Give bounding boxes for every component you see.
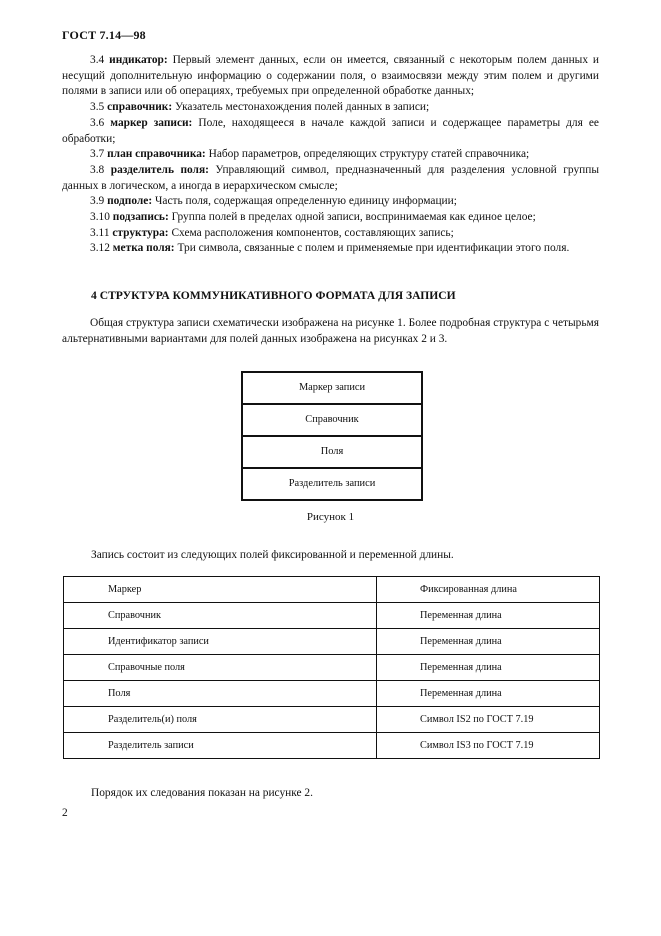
table-cell-field: Справочник	[64, 603, 377, 629]
order-note-paragraph: Порядок их следования показан на рисунке 2.	[91, 787, 313, 799]
table-cell-field: Маркер	[64, 577, 377, 603]
table-row	[64, 603, 600, 629]
table-cell-length: Фиксированная длина	[377, 577, 600, 603]
fields-table	[63, 576, 600, 759]
table-row	[64, 655, 600, 681]
record-structure-diagram	[241, 371, 423, 501]
table-cell-length: Переменная длина	[377, 603, 600, 629]
table-cell-field: Разделитель(и) поля	[64, 707, 377, 733]
definition-item: 3.12 метка поля: Три символа, связанные с полем и применяемые при идентификации этого поля.	[90, 242, 570, 255]
definition-item: 3.6 маркер записи: Поле, находящееся в начале каждой записи и содержащее параметры для ее обработки;	[62, 116, 599, 145]
table-cell-length: Переменная длина	[377, 655, 600, 681]
table-cell-field: Поля	[64, 681, 377, 707]
table-row	[64, 681, 600, 707]
definition-item: 3.7 план справочника: Набор параметров, определяющих структуру статей справочника;	[90, 148, 530, 161]
table-cell-field: Разделитель записи	[64, 733, 377, 759]
fields-intro-paragraph: Запись состоит из следующих полей фиксированной и переменной длины.	[91, 549, 454, 561]
definition-item: 3.10 подзапись: Группа полей в пределах одной записи, воспринимаемая как единое целое;	[90, 211, 536, 224]
definition-item: 3.4 индикатор: Первый элемент данных, если он имеется, связанный с некоторым полем данных и несущий дополнительную информацию о содержании поля, о взаимосвязи между этим полем и другими полями в записи или об операциях, требуемых при определенной обработке данных;	[62, 54, 600, 98]
definitions-list	[62, 53, 599, 257]
table-row	[64, 629, 600, 655]
definition-item: 3.8 разделитель поля: Управляющий символ, предназначенный для разделения условной группы данных в логическом, а иногда в иерархическом смысле;	[62, 163, 599, 192]
diagram-block-record-separator: Разделитель записи	[288, 478, 376, 489]
page-number: 2	[62, 807, 68, 819]
table-cell-length: Переменная длина	[377, 629, 600, 655]
section-title: 4 СТРУКТУРА КОММУНИКАТИВНОГО ФОРМАТА ДЛЯ ЗАПИСИ	[91, 289, 456, 302]
diagram-block-directory: Справочник	[243, 405, 421, 437]
definition-item: 3.5 справочник: Указатель местонахождения полей данных в записи;	[90, 101, 430, 114]
table-row	[64, 707, 600, 733]
table-cell-field: Идентификатор записи	[64, 629, 377, 655]
table-cell-field: Справочные поля	[64, 655, 377, 681]
table-cell-length: Переменная длина	[377, 681, 600, 707]
intro-paragraph: Общая структура записи схематически изображена на рисунке 1. Более подробная структура с четырьмя альтернативными вариантами для полей данных изображена на рисунках 2 и 3.	[62, 317, 599, 345]
diagram-block-fields: Поля	[243, 437, 421, 469]
definition-item: 3.9 подполе: Часть поля, содержащая определенную единицу информации;	[90, 195, 457, 208]
definition-item: 3.11 структура: Схема расположения компонентов, составляющих запись;	[90, 226, 454, 239]
table-cell-length: Символ IS2 по ГОСТ 7.19	[377, 707, 600, 733]
figure-caption: Рисунок 1	[306, 511, 355, 523]
table-cell-length: Символ IS3 по ГОСТ 7.19	[377, 733, 600, 759]
table-row	[64, 733, 600, 759]
diagram-block-record-marker: Маркер записи	[243, 373, 421, 405]
table-row	[64, 577, 600, 603]
page-header: ГОСТ 7.14—98	[62, 28, 146, 42]
